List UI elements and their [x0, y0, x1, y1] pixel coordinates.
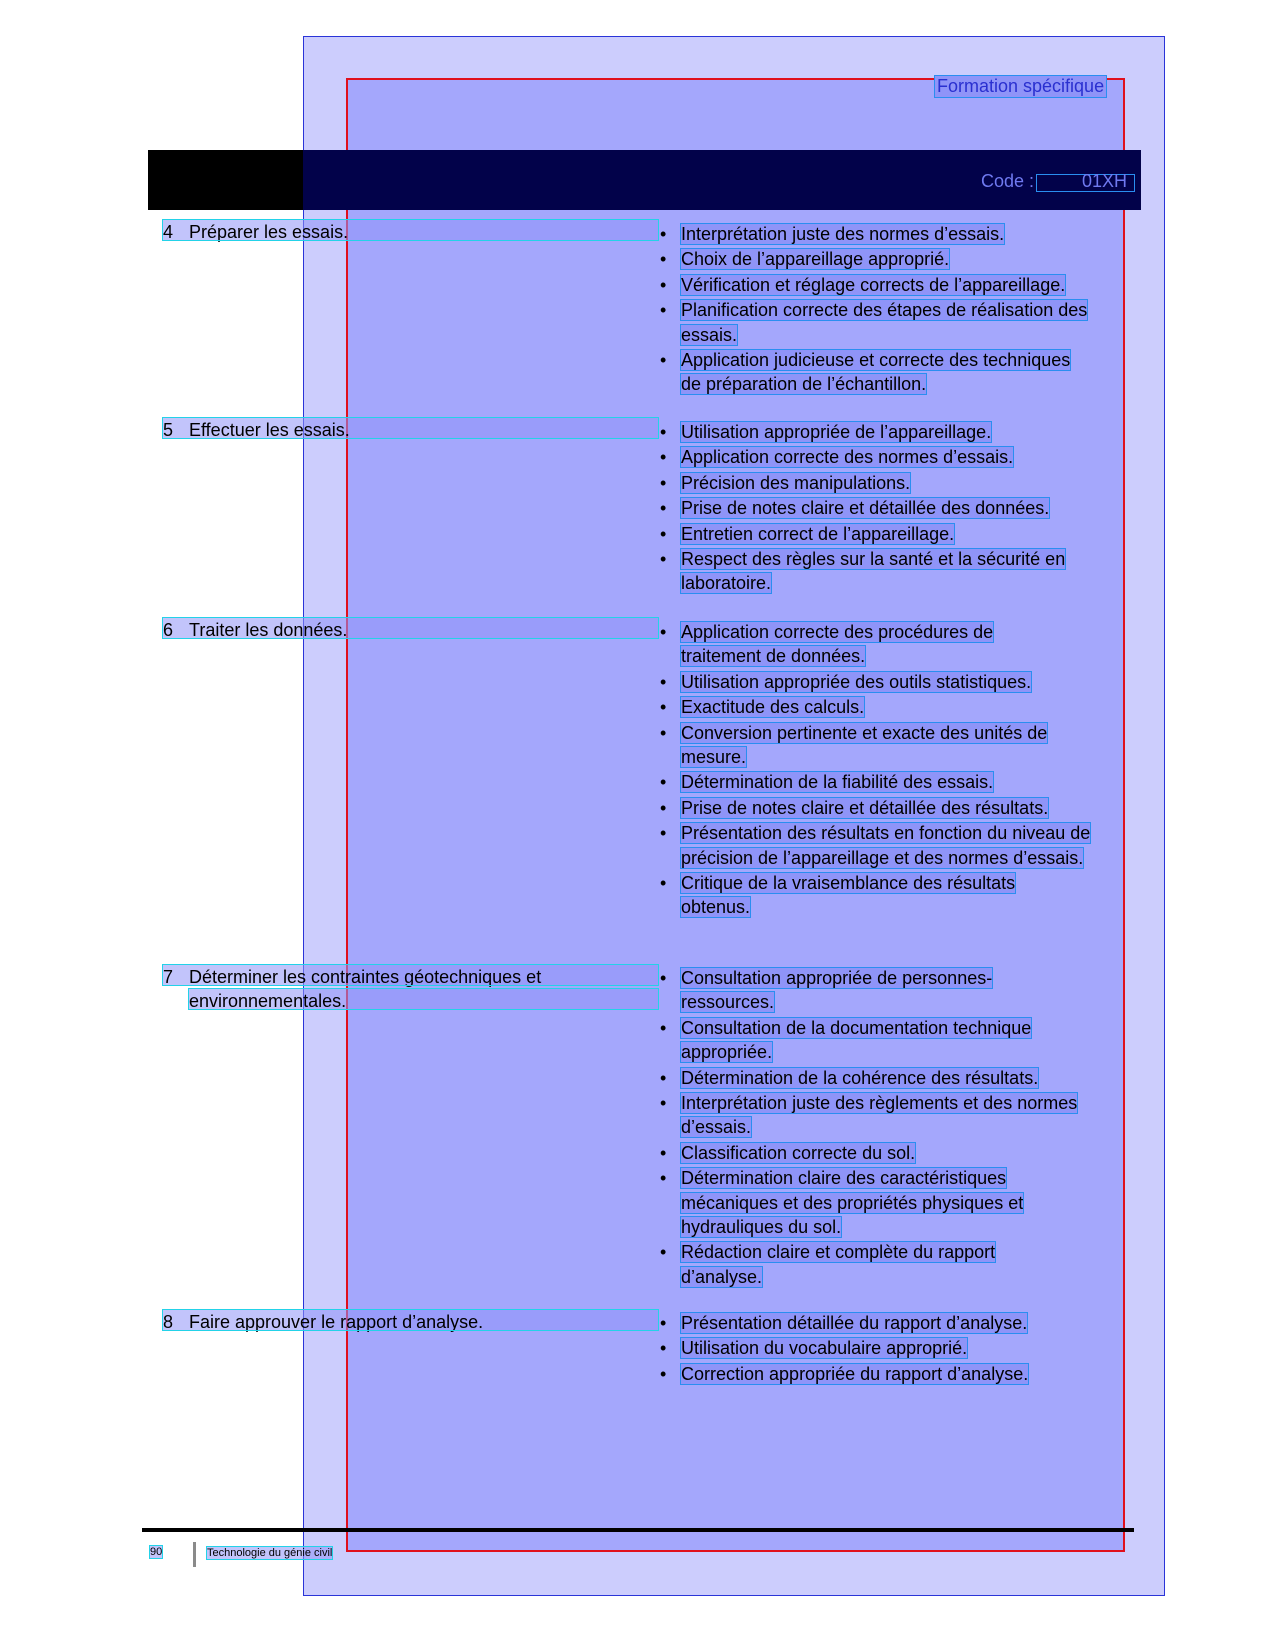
criterion: • Exactitude des calculs. [660, 695, 1130, 719]
criteria-list-6 [660, 620, 1130, 921]
criterion: • Interprétation juste des normes d’essais. [660, 222, 1130, 246]
criterion: • Critique de la vraisemblance des résultats obtenus. [660, 871, 1081, 920]
criterion: • Utilisation appropriée de l’appareillage. [660, 420, 1130, 444]
criterion: • Choix de l’appareillage approprié. [660, 247, 1130, 271]
criterion: • Présentation détaillée du rapport d’analyse. [660, 1311, 1130, 1335]
step-number: 8 [163, 1312, 174, 1332]
step-4 [163, 220, 658, 240]
criterion: • Présentation des résultats en fonction du niveau de précision de l’appareillage et des normes d’essais. [660, 821, 1126, 870]
criterion: • Utilisation appropriée des outils statistiques. [660, 670, 1130, 694]
criterion: • Application judicieuse et correcte des techniques de préparation de l’échantillon. [660, 348, 1071, 397]
criterion: • Vérification et réglage corrects de l’appareillage. [660, 273, 1130, 297]
footer-rule [142, 1528, 1134, 1532]
criterion: • Consultation appropriée de personnes-ressources. [660, 966, 1071, 1015]
criterion: • Détermination de la cohérence des résultats. [660, 1066, 1130, 1090]
criterion: • Rédaction claire et complète du rapport d’analyse. [660, 1240, 1066, 1289]
step-6 [163, 618, 658, 638]
criterion: • Précision des manipulations. [660, 471, 1130, 495]
criterion: • Correction appropriée du rapport d’analyse. [660, 1362, 1130, 1386]
step-text: Effectuer les essais. [189, 420, 350, 440]
criterion: • Application correcte des procédures de traitement de données. [660, 620, 1061, 669]
footer-separator [193, 1542, 196, 1567]
step-text: Traiter les données. [189, 620, 348, 640]
criteria-list-8 [660, 1311, 1130, 1387]
step-text: Déterminer les contraintes géotechniques et [189, 967, 542, 987]
criterion: • Interprétation juste des règlements et des normes d’essais. [660, 1091, 1081, 1140]
step-number: 6 [163, 620, 174, 640]
criteria-list-5 [660, 420, 1130, 597]
criteria-list-7 [660, 966, 1130, 1290]
step-text: Faire approuver le rapport d’analyse. [189, 1312, 484, 1332]
step-8 [163, 1310, 658, 1330]
criterion: • Respect des règles sur la santé et la sécurité en laboratoire. [660, 547, 1121, 596]
criterion: • Utilisation du vocabulaire approprié. [660, 1336, 1130, 1360]
step-number: 4 [163, 222, 174, 242]
code-value: 01XH [1082, 171, 1128, 191]
criterion: • Détermination de la fiabilité des essais. [660, 770, 1130, 794]
step-number: 7 [163, 967, 174, 987]
section-label: Formation spécifique [937, 76, 1105, 96]
step-7 [163, 965, 658, 1009]
step-text-continued: environnementales. [189, 991, 347, 1011]
code-label: Code : [981, 171, 1035, 191]
criterion: • Consultation de la documentation technique appropriée. [660, 1016, 1101, 1065]
step-5 [163, 418, 658, 438]
criterion: • Planification correcte des étapes de réalisation des essais. [660, 298, 1101, 347]
criterion: • Détermination claire des caractéristiques mécaniques et des propriétés physiques et hydrauliques du sol. [660, 1166, 1086, 1239]
criteria-list-4 [660, 222, 1130, 398]
criterion: • Prise de notes claire et détaillée des résultats. [660, 796, 1130, 820]
criterion: • Prise de notes claire et détaillée des données. [660, 496, 1130, 520]
step-text: Préparer les essais. [189, 222, 349, 242]
footer-doc-title: Technologie du génie civil [207, 1547, 333, 1559]
criterion: • Conversion pertinente et exacte des unités de mesure. [660, 721, 1111, 770]
footer-page-number: 90 [150, 1546, 163, 1558]
criterion: • Application correcte des normes d’essais. [660, 445, 1130, 469]
step-number: 5 [163, 420, 174, 440]
criterion: • Classification correcte du sol. [660, 1141, 1130, 1165]
criterion: • Entretien correct de l’appareillage. [660, 522, 1130, 546]
